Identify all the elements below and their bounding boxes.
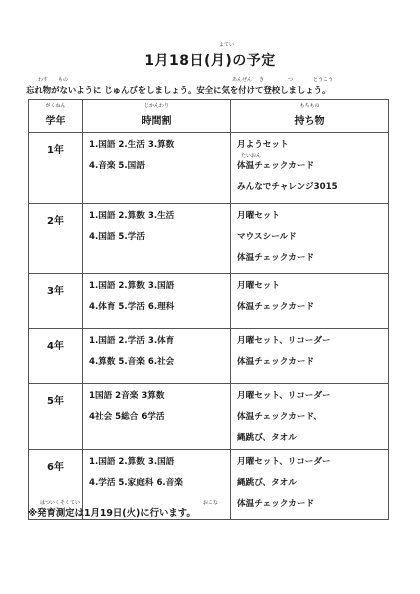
grade-cell: 1年 (29, 133, 83, 204)
period-line: 1.国語 2.算数 3.生活 (89, 211, 175, 221)
header-grade-label: 学年 (45, 115, 66, 127)
items-cell (231, 329, 389, 384)
items-cell (231, 384, 389, 450)
period-line: 4.学活 5.家庭科 6.音楽 (89, 478, 183, 488)
header-periods-ruby: じかんわり (143, 103, 169, 109)
item-line: みんなでチャレンジ3015 (237, 182, 338, 192)
period-line: 1.国語 2.算数 3.国語 (89, 457, 175, 467)
periods-cell (83, 204, 231, 274)
period-line: 1.国語 2.生活 3.算数 (89, 140, 175, 150)
item-line: 月曜セット、リコーダー (237, 336, 331, 346)
note-ruby-2: おこな (203, 500, 219, 506)
note-text: ※発育測定は1月19日(火)に行います。 (28, 508, 196, 519)
item-line: 体温チェックカード (237, 302, 315, 312)
item-line: 体温チェックカード (237, 357, 315, 367)
item-ruby: たいおん (241, 153, 262, 159)
table-row (29, 133, 389, 204)
notice-ruby-5: つ (288, 77, 294, 83)
notice-ruby-1: わす (38, 77, 49, 83)
table-row (29, 329, 389, 384)
header-periods (83, 100, 231, 133)
notice-ruby-2: もの (58, 77, 69, 83)
item-line: 体温チェックカード (237, 499, 315, 509)
header-grade (29, 100, 83, 133)
header-items (231, 100, 389, 133)
table-header-row (29, 100, 389, 133)
item-line: 縄跳び、タオル (237, 478, 297, 488)
header-grade-ruby: がくねん (45, 103, 66, 109)
notice-ruby-3: あんぜん (232, 77, 253, 83)
item-line: 縄跳び、タオル (237, 433, 297, 443)
period-line: 1国語 2音楽 3算数 (89, 391, 165, 401)
title-ruby: よてい (219, 42, 235, 48)
item-line: 月曜セット (237, 211, 280, 221)
schedule-table (28, 99, 389, 520)
grade-cell: 5年 (29, 384, 83, 450)
periods-cell (83, 384, 231, 450)
items-cell (231, 274, 389, 329)
item-text: 体温チェックカード (237, 161, 315, 171)
table-row (29, 274, 389, 329)
items-cell (231, 204, 389, 274)
item-line: 月ようセット (237, 140, 289, 150)
periods-cell (83, 133, 231, 204)
item-line: 月曜セット、リコーダー (237, 457, 331, 467)
header-items-ruby: もちもの (299, 103, 320, 109)
period-line: 4.算数 5.音楽 6.社会 (89, 357, 175, 367)
item-line: マウスシールド (237, 232, 297, 242)
notice-ruby-6: とうこう (313, 77, 334, 83)
note-ruby-1: はついくそくてい (40, 500, 81, 506)
header-items-label: 持ち物 (294, 115, 325, 127)
period-line: 4.国語 5.学活 (89, 232, 145, 242)
period-line: 1.国語 2.算数 3.国語 (89, 281, 175, 291)
item-line-with-ruby (231, 153, 388, 177)
grade-cell: 3年 (29, 274, 83, 329)
table-row (29, 204, 389, 274)
header-periods-label: 時間割 (141, 115, 172, 127)
period-line: 4社会 5総合 6学活 (89, 412, 165, 422)
notice-text: 忘れ物がないように じゅんびをしましょう。安全に気を付けて登校しましょう。 (26, 85, 331, 95)
item-line: 体温チェックカード (237, 253, 315, 263)
notice-ruby-4: き (259, 77, 265, 83)
item-line: 月曜セット (237, 281, 280, 291)
grade-cell: 6年 (29, 450, 83, 520)
page-title: 1月18日(月)の予定 (144, 53, 276, 69)
items-cell (231, 450, 389, 520)
periods-cell (83, 329, 231, 384)
period-line: 4.体育 5.学活 6.理科 (89, 302, 175, 312)
period-line: 1.国語 2.学活 3.体育 (89, 336, 175, 346)
item-line: 体温チェックカード、 (237, 412, 322, 422)
periods-cell (83, 274, 231, 329)
grade-cell: 4年 (29, 329, 83, 384)
period-line: 4.音楽 5.国語 (89, 161, 145, 171)
item-line: 月曜セット、リコーダー (237, 391, 331, 401)
grade-cell: 2年 (29, 204, 83, 274)
items-cell (231, 133, 389, 204)
table-row (29, 384, 389, 450)
